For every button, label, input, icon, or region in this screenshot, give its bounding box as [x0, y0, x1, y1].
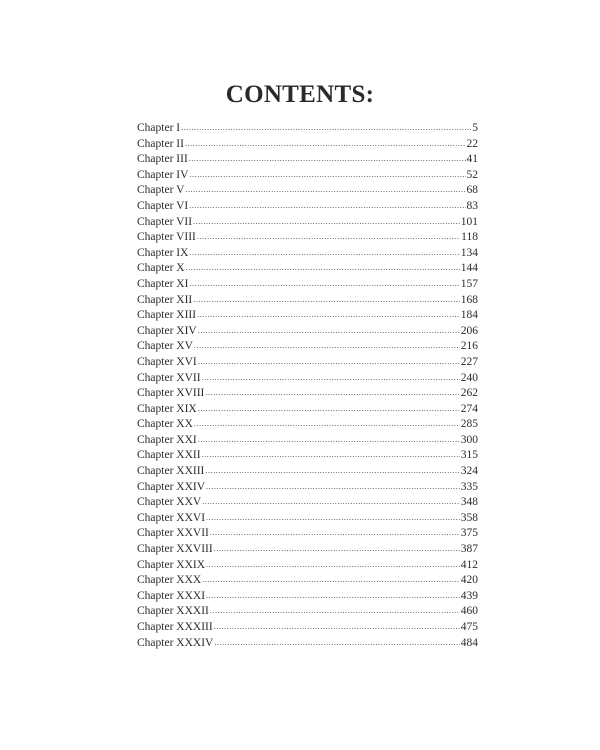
dot-leader	[185, 137, 466, 152]
page-number: 274	[460, 402, 478, 415]
dot-leader	[189, 199, 465, 214]
toc-entry[interactable]	[137, 573, 478, 589]
chapter-label: Chapter VII	[137, 215, 193, 228]
toc-entry[interactable]	[137, 308, 478, 324]
dot-leader	[198, 402, 460, 417]
toc-entry[interactable]	[137, 215, 478, 231]
toc-entry[interactable]	[137, 636, 478, 652]
chapter-label: Chapter II	[137, 137, 184, 150]
page-number: 300	[460, 433, 478, 446]
page-number: 315	[460, 449, 478, 462]
dot-leader	[206, 558, 460, 573]
dot-leader	[210, 604, 460, 619]
toc-entry[interactable]	[137, 448, 478, 464]
dot-leader	[189, 168, 465, 183]
page-number: 41	[466, 153, 478, 166]
chapter-label: Chapter XXXIV	[137, 636, 214, 649]
toc-entry[interactable]	[137, 183, 478, 199]
page-number: 144	[460, 262, 478, 275]
chapter-label: Chapter XXX	[137, 574, 202, 587]
page-number: 358	[460, 511, 478, 524]
toc-entry[interactable]	[137, 152, 478, 168]
toc-entry[interactable]	[137, 261, 478, 277]
page-number: 68	[466, 184, 478, 197]
page-number: 83	[466, 199, 478, 212]
chapter-label: Chapter XXIX	[137, 558, 206, 571]
chapter-label: Chapter XXII	[137, 449, 201, 462]
dot-leader	[214, 542, 460, 557]
toc-entry[interactable]	[137, 371, 478, 387]
page-number: 412	[460, 558, 478, 571]
toc-entry[interactable]	[137, 542, 478, 558]
chapter-label: Chapter XII	[137, 293, 193, 306]
toc-entry[interactable]	[137, 558, 478, 574]
dot-leader	[186, 261, 460, 276]
dot-leader	[214, 620, 460, 635]
toc-entry[interactable]	[137, 620, 478, 636]
dot-leader	[197, 308, 460, 323]
dot-leader	[198, 433, 460, 448]
dot-leader	[185, 183, 465, 198]
toc-entry[interactable]	[137, 293, 478, 309]
chapter-label: Chapter XI	[137, 277, 189, 290]
dot-leader	[202, 495, 460, 510]
toc-entry[interactable]	[137, 417, 478, 433]
toc-entry[interactable]	[137, 137, 478, 153]
dot-leader	[214, 636, 459, 651]
page-number: 387	[460, 543, 478, 556]
chapter-label: Chapter XXXI	[137, 589, 206, 602]
toc-entry[interactable]	[137, 355, 478, 371]
chapter-label: Chapter XIX	[137, 402, 197, 415]
page-number: 475	[460, 621, 478, 633]
dot-leader	[189, 277, 459, 292]
dot-leader	[210, 526, 460, 541]
page-number: 5	[472, 122, 478, 134]
page-number: 118	[461, 231, 478, 244]
toc-entry[interactable]	[137, 402, 478, 418]
page-number: 262	[460, 387, 478, 400]
page-number: 439	[460, 589, 478, 602]
dot-leader	[206, 480, 460, 495]
chapter-label: Chapter XXV	[137, 496, 202, 509]
toc-entry[interactable]	[137, 464, 478, 480]
chapter-label: Chapter I	[137, 122, 181, 134]
dot-leader	[198, 324, 460, 339]
chapter-label: Chapter V	[137, 184, 185, 197]
page-number: 134	[460, 246, 478, 259]
chapter-label: Chapter XXXIII	[137, 621, 213, 633]
chapter-label: Chapter XXVII	[137, 527, 209, 540]
toc-entry[interactable]	[137, 604, 478, 620]
page-number: 184	[460, 309, 478, 322]
page-number: 484	[460, 636, 478, 649]
chapter-label: Chapter XXVIII	[137, 543, 213, 556]
dot-leader	[193, 215, 460, 230]
chapter-label: Chapter VIII	[137, 231, 196, 244]
chapter-label: Chapter XX	[137, 418, 193, 431]
chapter-label: Chapter XVII	[137, 371, 201, 384]
chapter-label: Chapter XV	[137, 340, 193, 353]
dot-leader	[189, 152, 466, 167]
dot-leader	[206, 589, 460, 604]
toc-entry[interactable]	[137, 168, 478, 184]
page-number: 22	[466, 137, 478, 150]
dot-leader	[202, 573, 460, 588]
page-number: 216	[460, 340, 478, 353]
chapter-label: Chapter III	[137, 153, 188, 166]
toc-entry[interactable]	[137, 433, 478, 449]
page-number: 157	[460, 277, 478, 290]
dot-leader	[189, 246, 459, 261]
page-number: 335	[460, 480, 478, 493]
dot-leader	[194, 417, 460, 432]
chapter-label: Chapter XXVI	[137, 511, 206, 524]
toc-entry[interactable]	[137, 277, 478, 293]
dot-leader	[206, 511, 460, 526]
chapter-label: Chapter XXI	[137, 433, 197, 446]
page-number: 420	[460, 574, 478, 587]
page-number: 227	[460, 355, 478, 368]
dot-leader	[205, 464, 459, 479]
page-number: 101	[460, 215, 478, 228]
table-of-contents	[137, 121, 478, 651]
page-number: 240	[460, 371, 478, 384]
chapter-label: Chapter XVIII	[137, 387, 205, 400]
page-number: 460	[460, 605, 478, 618]
page-number: 375	[460, 527, 478, 540]
toc-entry[interactable]	[137, 511, 478, 527]
toc-entry[interactable]	[137, 386, 478, 402]
toc-entry[interactable]	[137, 480, 478, 496]
page-number: 206	[460, 324, 478, 337]
dot-leader	[197, 230, 460, 245]
chapter-label: Chapter XXIV	[137, 480, 206, 493]
dot-leader	[202, 448, 460, 463]
chapter-label: Chapter VI	[137, 199, 189, 212]
toc-entry[interactable]	[137, 324, 478, 340]
toc-entry[interactable]	[137, 246, 478, 262]
toc-entry[interactable]	[137, 495, 478, 511]
dot-leader	[181, 121, 471, 136]
chapter-label: Chapter XXIII	[137, 465, 205, 478]
toc-entry[interactable]	[137, 121, 478, 137]
chapter-label: Chapter IX	[137, 246, 189, 259]
dot-leader	[194, 339, 460, 354]
toc-entry[interactable]	[137, 230, 478, 246]
dot-leader	[193, 293, 460, 308]
dot-leader	[198, 355, 460, 370]
chapter-label: Chapter XVI	[137, 355, 197, 368]
chapter-label: Chapter IV	[137, 168, 189, 181]
page-title: CONTENTS:	[225, 81, 375, 108]
page-number: 348	[460, 496, 478, 509]
toc-entry[interactable]	[137, 339, 478, 355]
chapter-label: Chapter XXXII	[137, 605, 209, 618]
chapter-label: Chapter X	[137, 262, 185, 275]
chapter-label: Chapter XIV	[137, 324, 197, 337]
dot-leader	[202, 371, 460, 386]
toc-entry[interactable]	[137, 526, 478, 542]
toc-entry[interactable]	[137, 589, 478, 605]
chapter-label: Chapter XIII	[137, 309, 197, 322]
page-number: 285	[460, 418, 478, 431]
page-number: 52	[466, 168, 478, 181]
page-number: 168	[460, 293, 478, 306]
dot-leader	[205, 386, 459, 401]
page-number: 324	[460, 465, 478, 478]
toc-entry[interactable]	[137, 199, 478, 215]
